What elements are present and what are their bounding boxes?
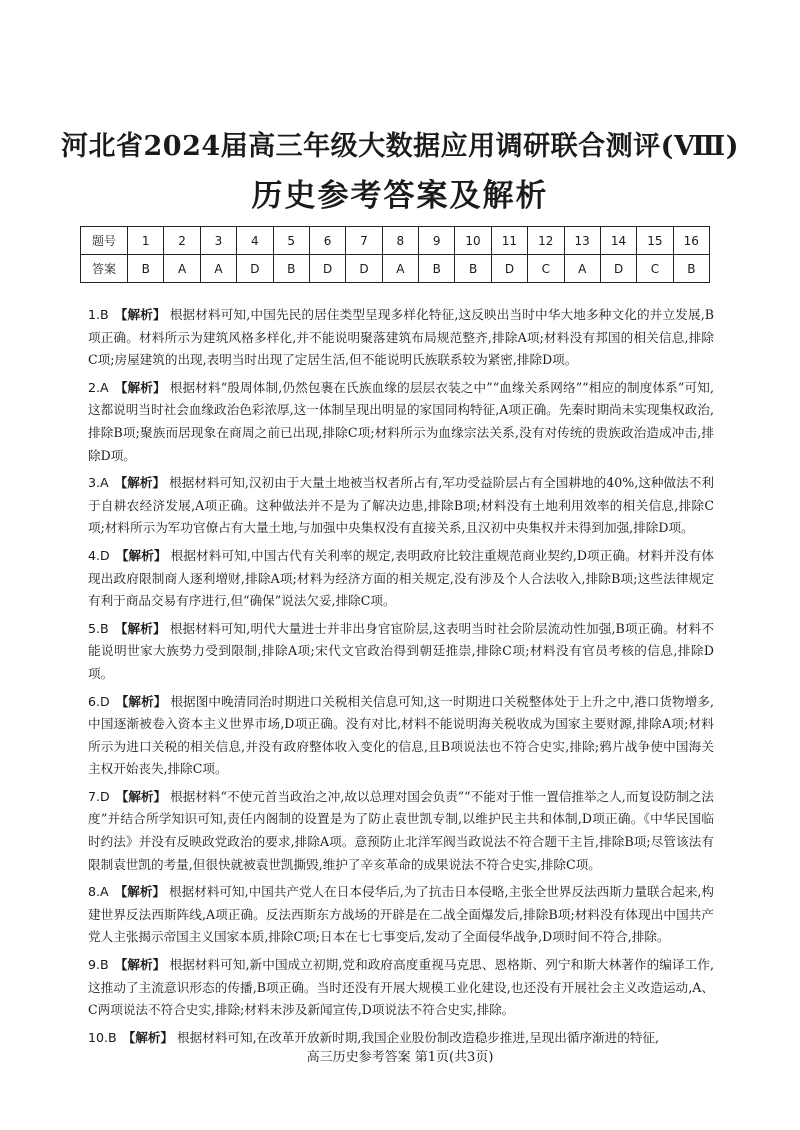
question-number: 13 — [564, 227, 600, 255]
item-number: 3.A — [88, 475, 109, 491]
answer-cell: A — [564, 255, 600, 283]
item-number: 9.B — [88, 957, 109, 973]
question-number: 4 — [237, 227, 273, 255]
analysis-tag: 【解析】 — [114, 884, 166, 900]
question-number: 11 — [491, 227, 527, 255]
item-number: 5.B — [88, 620, 109, 636]
item-number: 6.D — [88, 693, 110, 709]
question-number: 6 — [309, 227, 345, 255]
item-text: 根据材料可知,在改革开放新时期,我国企业股份制改造稳步推进,呈现出循序渐进的特征, — [177, 1029, 660, 1045]
answer-cell: D — [237, 255, 273, 283]
document-subtitle: 历史参考答案及解析 — [251, 178, 549, 214]
explanation-item — [88, 691, 714, 781]
page-footer: 高三历史参考答案 第1页(共3页) — [306, 1050, 494, 1065]
analysis-tag: 【解析】 — [114, 620, 166, 636]
item-number: 2.A — [88, 379, 109, 395]
item-number: 7.D — [88, 788, 110, 804]
item-number: 8.A — [88, 884, 109, 900]
explanation-item — [88, 881, 714, 949]
question-number: 8 — [382, 227, 418, 255]
item-text: 根据材料可知,中国古代有关利率的规定,表明政府比较注重规范商业契约,D项正确。材料并没有体现出政府限制商人逐利增财,排除A项;材料为经济方面的相关规定,没有涉及个人合法收入,排除B项;这些法律规定有利于商品交易有序进行,但“确保”说法欠妥,排除C项。 — [88, 547, 715, 609]
analysis-tag: 【解析】 — [115, 788, 167, 804]
analysis-tag: 【解析】 — [114, 957, 166, 973]
answer-cell: A — [382, 255, 418, 283]
item-text: 根据材料“殷周体制,仍然包裹在氏族血缘的层层衣装之中”“血缘关系网络”“相应的制度体系”可知,这都说明当时社会血缘政治色彩浓厚,这一体制呈现出明显的家国同构特征,A项正确。先秦时期尚未实现集权政治,排除B项;聚族而居现象在商周之前已出现,排除C项;材料所示为血缘宗法关系,没有对传统的贵族政治造成冲击,排除D项。 — [88, 379, 714, 463]
question-number: 9 — [419, 227, 455, 255]
explanation-list — [88, 304, 714, 1054]
answer-cell: D — [491, 255, 527, 283]
answer-cell: B — [419, 255, 455, 283]
question-number: 5 — [273, 227, 309, 255]
analysis-tag: 【解析】 — [114, 379, 166, 395]
analysis-tag: 【解析】 — [114, 475, 166, 491]
item-text: 根据材料可知,新中国成立初期,党和政府高度重视马克思、恩格斯、列宁和斯大林著作的编译工作,这推动了主流意识形态的传播,B项正确。当时还没有开展大规模工业化建设,也还没有开展社会主义改造运动,A、C两项说法不符合史实,排除;材料未涉及新闻宣传,D项说法不符合史实,排除。 — [88, 957, 715, 1018]
explanation-item — [88, 786, 714, 876]
question-number: 15 — [637, 227, 673, 255]
answer-cell: A — [164, 255, 200, 283]
analysis-tag: 【解析】 — [115, 547, 167, 563]
item-number: 10.B — [88, 1029, 117, 1045]
answer-row — [81, 255, 710, 283]
item-number: 1.B — [88, 307, 109, 322]
answer-cell: D — [600, 255, 636, 283]
item-text: 根据材料“不使元首当政治之冲,故以总理对国会负责”“不能对于惟一置信推举之人,而复设防制之法度”并结合所学知识可知,责任内阁制的设置是为了防止袁世凯专制,以维护民主共和体制,D项正确。《中华民国临时约法》并没有反映政党政治的要求,排除A项。意预防止北洋军阀当政说法不符合题干主旨,排除B项;尽管该法有限制袁世凯的考量,但很快就被袁世凯撕毁,维护了辛亥革命的成果说法不符合史实,排除C项。 — [88, 788, 715, 872]
answer-cell: C — [528, 255, 564, 283]
question-number: 7 — [346, 227, 382, 255]
document-title: 河北省2024届高三年级大数据应用调研联合测评(Ⅷ) — [61, 131, 739, 162]
row-label-question: 题号 — [81, 227, 128, 255]
explanation-item — [88, 304, 714, 372]
explanation-item — [88, 472, 714, 540]
answer-cell: B — [128, 255, 164, 283]
question-number: 2 — [164, 227, 200, 255]
answer-cell: C — [637, 255, 673, 283]
question-number: 12 — [528, 227, 564, 255]
answer-cell: B — [273, 255, 309, 283]
explanation-item — [88, 377, 714, 467]
item-text: 根据材料可知,汉初由于大量土地被当权者所占有,军功受益阶层占有全国耕地的40%,这种做法不利于自耕农经济发展,A项正确。这种做法并不是为了解决边患,排除B项;材料没有土地利用效率的相关信息,排除C项;材料所示为军功官僚占有大量土地,与加强中央集权没有直接关系,且汉初中央集权并未得到加强,排除D项。 — [88, 475, 714, 536]
item-number: 4.D — [88, 547, 110, 563]
answer-key-table — [80, 226, 710, 283]
explanation-item — [88, 545, 714, 613]
question-number: 3 — [200, 227, 236, 255]
answer-cell: A — [200, 255, 236, 283]
item-text: 根据图中晚清同治时期进口关税相关信息可知,这一时期进口关税整体处于上升之中,港口货物增多,中国逐渐被卷入资本主义世界市场,D项正确。没有对比,材料不能说明海关税收成为国家主要财源,排除A项;材料所示为进口关税的相关信息,并没有政府整体收入变化的信息,且B项说法也不符合史实,排除;鸦片战争使中国海关主权开始丧失,排除C项。 — [88, 693, 715, 777]
analysis-tag: 【解析】 — [115, 693, 167, 709]
item-text: 根据材料可知,中国先民的居住类型呈现多样化特征,这反映出当时中华大地多种文化的并立发展,B项正确。材料所示为建筑风格多样化,并不能说明聚落建筑布局规范整齐,排除A项;材料没有邦国的相关信息,排除C项;房屋建筑的出现,表明当时出现了定居生活,但不能说明氏族联系较为紧密,排除D项。 — [88, 307, 715, 368]
question-number-row — [81, 227, 710, 255]
answer-cell: D — [346, 255, 382, 283]
analysis-tag: 【解析】 — [114, 307, 166, 322]
answer-cell: B — [673, 255, 709, 283]
explanation-item — [88, 954, 714, 1022]
answer-cell: D — [309, 255, 345, 283]
question-number: 14 — [600, 227, 636, 255]
item-text: 根据材料可知,明代大量进士并非出身官宦阶层,这表明当时社会阶层流动性加强,B项正确。材料不能说明世家大族势力受到限制,排除A项;宋代文官政治得到朝廷推崇,排除C项;材料没有官员考核的信息,排除D项。 — [88, 620, 715, 681]
answer-cell: B — [455, 255, 491, 283]
question-number: 1 — [128, 227, 164, 255]
question-number: 16 — [673, 227, 709, 255]
explanation-item — [88, 618, 714, 686]
analysis-tag: 【解析】 — [122, 1029, 174, 1045]
question-number: 10 — [455, 227, 491, 255]
row-label-answer: 答案 — [81, 255, 128, 283]
item-text: 根据材料可知,中国共产党人在日本侵华后,为了抗击日本侵略,主张全世界反法西斯力量联合起来,构建世界反法西斯阵线,A项正确。反法西斯东方战场的开辟是在二战全面爆发后,排除B项;材料没有体现出中国共产党人主张揭示帝国主义国家本质,排除C项;日本在七七事变后,发动了全面侵华战争,D项时间不符合,排除。 — [88, 884, 715, 945]
